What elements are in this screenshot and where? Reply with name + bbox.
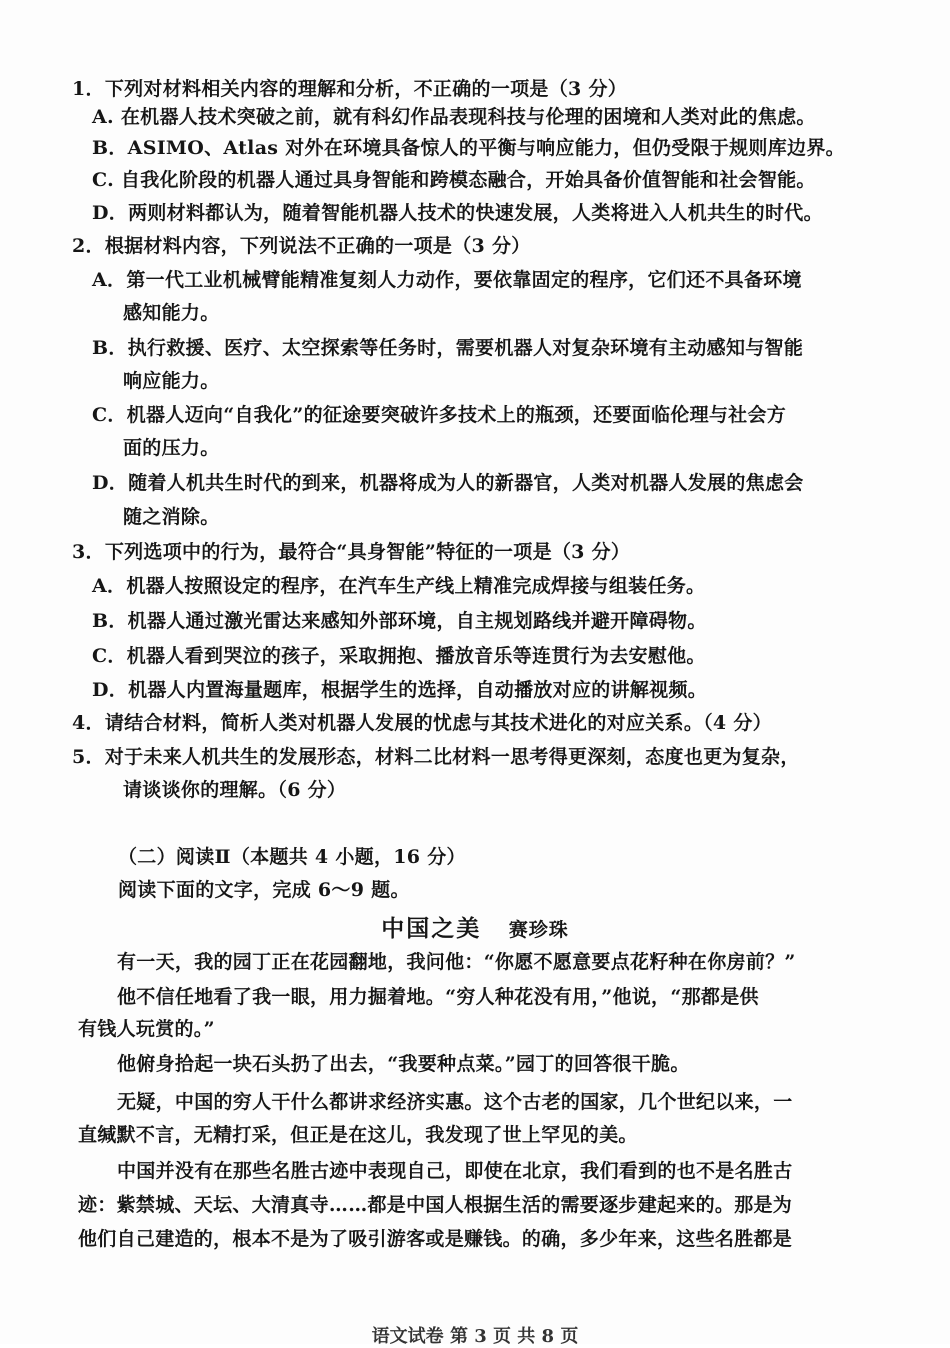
question-5-stem: 5．对于未来人机共生的发展形态，材料二比材料一思考得更深刻，态度也更为复杂， [72,746,800,768]
article-paragraph-4: 无疑，中国的穷人干什么都讲求经济实惠。这个古老的国家，几个世纪以来，一 [117,1091,793,1113]
question-3-option-c: C．机器人看到哭泣的孩子，采取拥抱、播放音乐等连贯行为去安慰他。 [92,645,706,667]
article-title-line [0,910,950,943]
question-4-stem: 4．请结合材料，简析人类对机器人发展的忧虑与其技术进化的对应关系。（4 分） [72,712,772,734]
question-2-stem: 2．根据材料内容，下列说法不正确的一项是（3 分） [72,235,531,257]
question-2-option-a: A．第一代工业机械臂能精准复刻人力动作，要依靠固定的程序，它们还不具备环境 [92,269,802,291]
article-title: 中国之美 [381,915,482,942]
question-2-option-c-cont: 面的压力。 [123,437,220,459]
article-paragraph-5: 中国并没有在那些名胜古迹中表现自己，即使在北京，我们看到的也不是名胜古 [117,1160,793,1182]
article-author: 赛珍珠 [508,919,569,941]
question-2-option-c: C．机器人迈向“自我化”的征途要突破许多技术上的瓶颈，还要面临伦理与社会方 [92,404,787,426]
article-paragraph-2-cont: 有钱人玩赏的。” [78,1018,215,1040]
article-paragraph-2: 他不信任地看了我一眼，用力掘着地。“穷人种花没有用，”他说，“那都是供 [117,986,759,1008]
question-2-option-d-cont: 随之消除。 [123,506,220,528]
question-2-option-b-cont: 响应能力。 [123,370,220,392]
question-3-option-a: A．机器人按照设定的程序，在汽车生产线上精准完成焊接与组装任务。 [92,575,706,597]
question-3-option-d: D．机器人内置海量题库，根据学生的选择，自动播放对应的讲解视频。 [92,679,708,701]
section-2-heading: （二）阅读Ⅱ（本题共 4 小题，16 分） [118,846,466,868]
question-3-option-b: B．机器人通过激光雷达来感知外部环境，自主规划路线并避开障碍物。 [92,610,707,632]
article-paragraph-3: 他俯身拾起一块石头扔了出去，“我要种点菜。”园丁的回答很干脆。 [117,1053,690,1075]
page-footer: 语文试卷 第 3 页 共 8 页 [371,1326,579,1347]
question-2-option-d: D．随着人机共生时代的到来，机器将成为人的新器官，人类对机器人发展的焦虑会 [92,472,804,494]
question-1-option-a: A. 在机器人技术突破之前，就有科幻作品表现科技与伦理的困境和人类对此的焦虑。 [92,106,816,128]
article-paragraph-5-cont-2: 他们自己建造的，根本不是为了吸引游客或是赚钱。的确，多少年来，这些名胜都是 [78,1228,793,1250]
article-paragraph-1: 有一天，我的园丁正在花园翻地，我问他：“你愿不愿意要点花籽种在你房前？” [117,951,796,973]
question-1-stem: 1．下列对材料相关内容的理解和分析，不正确的一项是（3 分） [72,78,628,100]
article-paragraph-5-cont-1: 迹：紫禁城、天坛、大清真寺……都是中国人根据生活的需要逐步建起来的。那是为 [78,1194,793,1216]
question-3-stem: 3．下列选项中的行为，最符合“具身智能”特征的一项是（3 分） [72,541,631,563]
article-paragraph-4-cont: 直缄默不言，无精打采，但正是在这儿，我发现了世上罕见的美。 [78,1124,638,1146]
question-1-option-d: D．两则材料都认为，随着智能机器人技术的快速发展，人类将进入人机共生的时代。 [92,202,823,224]
section-2-intro: 阅读下面的文字，完成 6～9 题。 [118,879,410,901]
question-1-option-c: C. 自我化阶段的机器人通过具身智能和跨模态融合，开始具备价值智能和社会智能。 [92,169,816,191]
question-2-option-a-cont: 感知能力。 [123,302,220,324]
question-2-option-b: B．执行救援、医疗、太空探索等任务时，需要机器人对复杂环境有主动感知与智能 [92,337,804,359]
question-1-option-b: B．ASIMO、Atlas 对外在环境具备惊人的平衡与响应能力，但仍受限于规则库边界。 [92,137,845,159]
question-5-stem-cont: 请谈谈你的理解。（6 分） [123,779,347,801]
